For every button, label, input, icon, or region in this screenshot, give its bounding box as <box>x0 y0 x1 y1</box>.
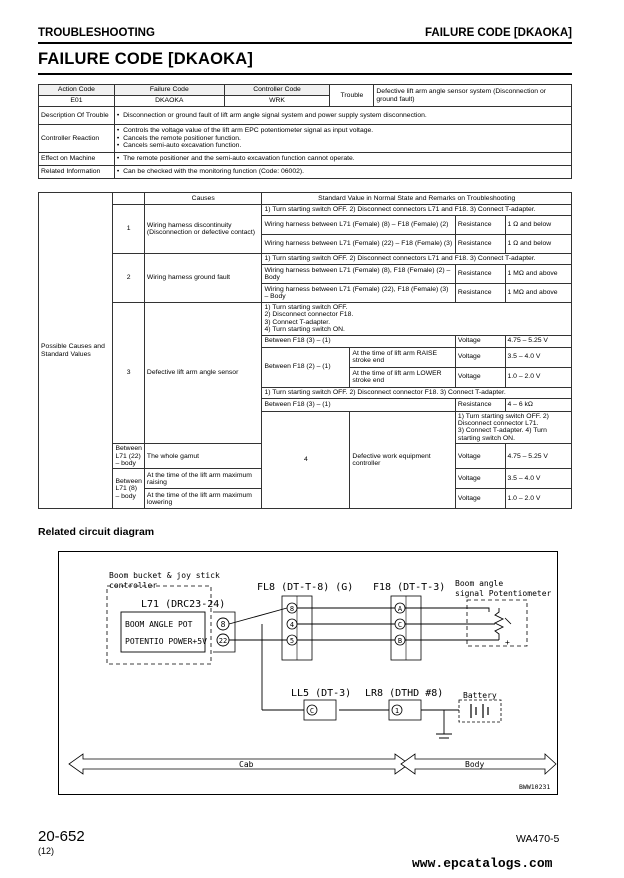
cause-number: 4 <box>262 411 350 509</box>
measurement-point: Wiring harness between L71 (Female) (22), F18 (Female) (3) – Body <box>262 284 455 303</box>
measurement-point: Wiring harness between L71 (Female) (8) – F18 (Female) (2) <box>262 216 455 235</box>
pin-label: 4 <box>289 621 295 629</box>
pin-label: A <box>397 605 403 613</box>
circuit-diagram-title: Related circuit diagram <box>38 526 155 538</box>
standard-value: 3.5 – 4.0 V <box>505 469 571 489</box>
body-label: Body <box>465 760 485 769</box>
description-text: • Disconnection or ground fault of lift arm angle signal system and power supply system disconnection. <box>117 112 427 119</box>
measurement-type: Voltage <box>455 444 505 469</box>
sensor-outline <box>467 600 527 646</box>
battery-label: Battery <box>463 691 497 700</box>
circuit-diagram-svg <box>59 552 559 796</box>
measurement-condition: At the time of the lift arm maximum raising <box>144 469 262 489</box>
measurement-type: Voltage <box>455 335 505 347</box>
measurement-condition: At the time of lift arm RAISE stroke end <box>350 347 456 367</box>
wire <box>229 608 287 624</box>
procedure-steps <box>455 411 571 444</box>
procedure-step: 3) Connect T-adapter. 4) Turn starting switch ON. <box>457 427 547 442</box>
failure-info-table <box>38 84 572 179</box>
standard-value: 4.75 – 5.25 V <box>505 444 571 469</box>
page-number: 20-652 <box>38 828 85 845</box>
measurement-point: Between F18 (3) – (1) <box>262 398 455 411</box>
pin-label: B <box>397 637 403 645</box>
standard-value: 1 MΩ and above <box>505 284 571 303</box>
measurement-type: Resistance <box>455 216 505 235</box>
causes-table <box>38 192 572 509</box>
potentiometer-resistor-icon <box>495 608 503 640</box>
measurement-point: Between L71 (8) – body <box>113 469 144 509</box>
measurement-condition: The whole gamut <box>144 444 262 469</box>
controller-code: WRK <box>224 96 330 107</box>
controller-reaction-item: • Controls the voltage value of the lift arm EPC potentiometer signal as input voltage. <box>117 127 569 134</box>
pin-label: 1 <box>394 707 400 715</box>
procedure-step: 1) Turn starting switch OFF. 2) Disconnect connector L71. <box>457 412 549 428</box>
action-code: E01 <box>39 96 115 107</box>
cause-number: 1 <box>113 205 144 254</box>
measurement-point: Wiring harness between L71 (Female) (22) – F18 (Female) (3) <box>262 235 455 254</box>
controller-inner-box <box>121 612 205 652</box>
page-header <box>38 27 572 41</box>
page-revision: (12) <box>38 846 55 856</box>
measurement-type: Resistance <box>455 265 505 284</box>
controller-label: controller <box>109 581 158 590</box>
effect-label: Effect on Machine <box>39 153 115 166</box>
diagram-ref-code: BWW10231 <box>519 783 551 791</box>
wire <box>405 608 489 612</box>
circuit-diagram <box>58 551 558 795</box>
cause-number: 2 <box>113 254 144 303</box>
controller-reaction-list <box>114 125 571 153</box>
ll5-connector-label: LL5 (DT-3) <box>291 688 352 699</box>
cause-name: Wiring harness ground fault <box>144 254 262 303</box>
measurement-type: Resistance <box>455 284 505 303</box>
procedure-step: 2) Disconnect connector F18. <box>264 311 354 319</box>
procedure-step: 1) Turn starting switch OFF. 2) Disconnect connector F18. 3) Connect T-adapter. <box>262 387 572 398</box>
page-title: FAILURE CODE [DKAOKA] <box>38 50 254 68</box>
standard-value: 1 Ω and below <box>505 235 571 254</box>
description-label: Description Of Trouble <box>39 107 115 125</box>
failure-code: DKAOKA <box>114 96 224 107</box>
procedure-steps <box>262 303 572 336</box>
measurement-type: Resistance <box>455 398 505 411</box>
measurement-condition: At the time of lift arm LOWER stroke end <box>350 367 456 387</box>
battery-outline <box>459 700 501 722</box>
standard-value: 4.75 – 5.25 V <box>505 335 571 347</box>
pin-label: 5 <box>289 637 295 645</box>
header-failure-code: FAILURE CODE [DKAOKA] <box>425 27 572 39</box>
measurement-point: Wiring harness between L71 (Female) (8), F18 (Female) (2) – Body <box>262 265 455 284</box>
effect-text: • The remote positioner and the semi-auto excavation function cannot operate. <box>117 155 355 162</box>
cause-number: 3 <box>113 303 144 444</box>
procedure-step: 1) Turn starting switch OFF. <box>264 304 348 311</box>
pin-label: C <box>309 707 315 715</box>
boom-angle-pot-label: BOOM ANGLE POT <box>125 620 193 629</box>
pin-label: 8 <box>289 605 295 613</box>
measurement-type: Voltage <box>455 347 505 367</box>
lr8-connector-label: LR8 (DTHD #8) <box>365 688 444 699</box>
standard-value: 1.0 – 2.0 V <box>505 367 571 387</box>
procedure-step: 1) Turn starting switch OFF. 2) Disconnect connectors L71 and F18. 3) Connect T-adapter. <box>262 205 572 216</box>
sensor-label: signal Potentiometer <box>455 589 552 598</box>
standard-value: 4 – 6 kΩ <box>505 398 571 411</box>
measurement-type: Voltage <box>455 489 505 509</box>
f18-connector-label: F18 (DT-T-3) <box>373 582 446 593</box>
sensor-label: Boom angle <box>455 579 504 588</box>
cause-name: Wiring harness discontinuity (Disconnection or defective contact) <box>144 205 262 254</box>
causes-header: Causes <box>144 193 262 205</box>
potentio-power-label: POTENTIO POWER+5V <box>125 637 207 646</box>
pin-label: 22 <box>218 637 228 645</box>
standard-value: 1 Ω and below <box>505 216 571 235</box>
header-section-label: TROUBLESHOOTING <box>38 27 155 39</box>
standard-value-header: Standard Value in Normal State and Remarks on Troubleshooting <box>262 193 572 205</box>
action-code-label: Action Code <box>39 85 115 96</box>
controller-reaction-item: • Cancels semi-auto excavation function. <box>117 142 569 149</box>
l71-connector-label: L71 (DRC23-24) <box>141 599 226 610</box>
header-rule <box>38 42 572 44</box>
model-label: WA470-5 <box>516 833 560 845</box>
related-info-text: • Can be checked with the monitoring function (Code: 06002). <box>117 168 304 175</box>
standard-value: 1 MΩ and above <box>505 265 571 284</box>
title-rule <box>38 73 572 75</box>
procedure-step: 4) Turn starting switch ON. <box>264 326 345 334</box>
cause-name: Defective work equipment controller <box>350 411 456 509</box>
procedure-step: 1) Turn starting switch OFF. 2) Disconnect connectors L71 and F18. 3) Connect T-adapter. <box>262 254 572 265</box>
cause-name: Defective lift arm angle sensor <box>144 303 262 444</box>
controller-reaction-label: Controller Reaction <box>39 125 115 153</box>
measurement-point: Between L71 (22) – body <box>113 444 144 469</box>
failure-code-label: Failure Code <box>114 85 224 96</box>
controller-code-label: Controller Code <box>224 85 330 96</box>
measurement-condition: At the time of the lift arm maximum lowering <box>144 489 262 509</box>
standard-value: 3.5 – 4.0 V <box>505 347 571 367</box>
measurement-point: Between F18 (2) – (1) <box>262 347 350 387</box>
cab-label: Cab <box>239 760 254 769</box>
controller-reaction-item: • Cancels the remote positioner function. <box>117 135 569 142</box>
watermark-url: www.epcatalogs.com <box>412 856 553 871</box>
sensor-plus-label: + <box>505 638 510 647</box>
pin-label: C <box>397 621 403 629</box>
measurement-type: Voltage <box>455 367 505 387</box>
trouble-label: Trouble <box>330 85 374 107</box>
possible-causes-label: Possible Causes and Standard Values <box>39 193 113 509</box>
related-info-label: Related Information <box>39 166 115 179</box>
measurement-point: Between F18 (3) – (1) <box>262 335 455 347</box>
measurement-type: Resistance <box>455 235 505 254</box>
fl8-connector-label: FL8 (DT-T-8) (G) <box>257 582 354 593</box>
standard-value: 1.0 – 2.0 V <box>505 489 571 509</box>
pin-label: 8 <box>220 620 226 629</box>
measurement-type: Voltage <box>455 469 505 489</box>
procedure-step: 3) Connect T-adapter. <box>264 318 331 326</box>
trouble-text: Defective lift arm angle sensor system (Disconnection or ground fault) <box>374 85 572 107</box>
controller-label: Boom bucket & joy stick <box>109 571 220 580</box>
potentiometer-wiper-icon <box>505 618 511 624</box>
